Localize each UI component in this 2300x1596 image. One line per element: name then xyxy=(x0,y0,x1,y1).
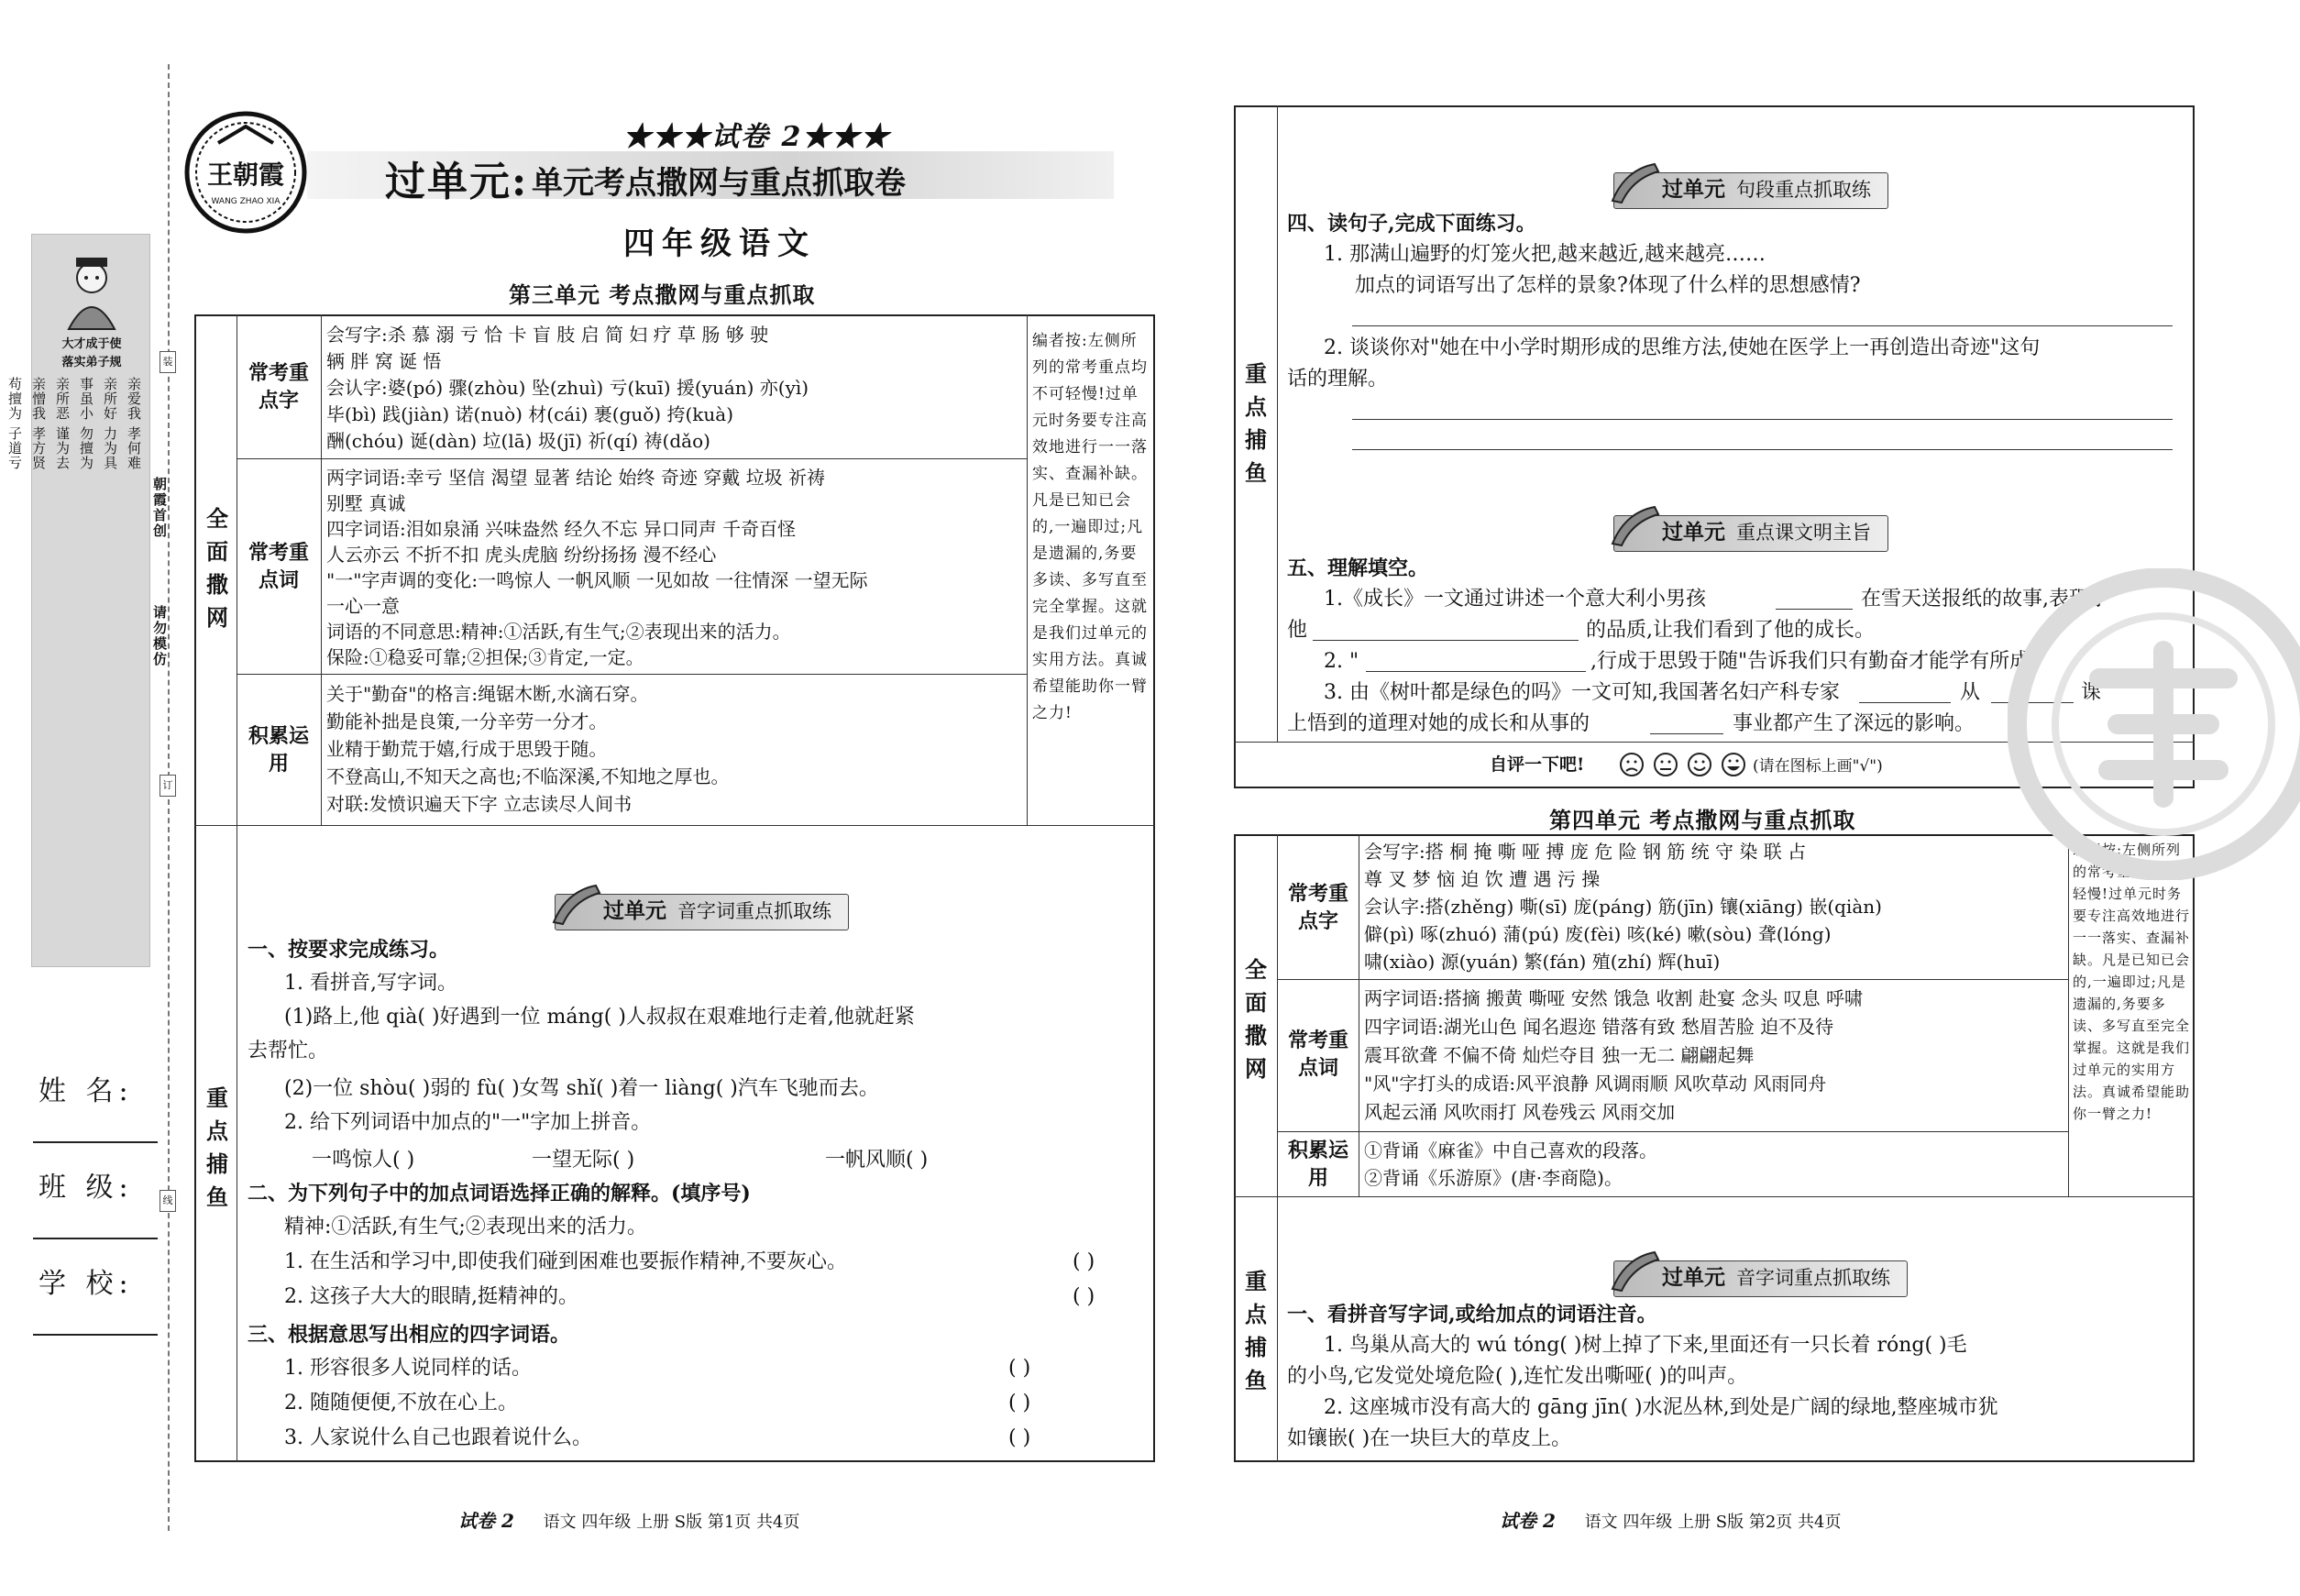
section-badge-phonetic xyxy=(555,894,849,930)
cat-accumulation: 积累运用 xyxy=(248,724,309,776)
section-badge-lesson xyxy=(1613,515,1888,552)
editor-note: 编者按:左侧所列的常考重点均不可轻慢!过单元时务要专注高效地进行一一落实、查漏补缺。凡是已知已会的,一遍即过;凡是遗漏的,务要多读、多写直至完全掌握。这就是我们过单元的实用方法。真诚希望能助你一臂之力! xyxy=(1032,332,1148,722)
q5-3d: 上悟到的道理对她的成长和从事的 xyxy=(1287,712,1590,735)
chars-line: 会认字:婆(pó) 骤(zhòu) 坠(zhuì) 亏(kuī) 援(yuán) 亦(yì) xyxy=(326,377,809,399)
accum-line: 对联:发愤识遍天下字 立志读尽人间书 xyxy=(326,793,633,815)
q5-3b: 从 xyxy=(1960,681,1981,704)
unit4-title: 第四单元 考点撒网与重点抓取 xyxy=(1549,807,1856,833)
q5-1d: 的品质,让我们看到了他的成长。 xyxy=(1586,619,1875,642)
motto-col: 亲憎我 孝方贤 xyxy=(30,377,47,470)
u4-q1-2b: 如镶嵌( )在一块巨大的草皮上。 xyxy=(1287,1427,1572,1450)
badge-label: 音字词重点抓取练 xyxy=(1736,1267,1890,1289)
divider xyxy=(237,674,1027,675)
q4-2: 2. 谈谈你对"她在中小学时期形成的思维方法,使她在医学上一再创造出奇迹"这句 xyxy=(1324,336,2041,359)
q5-2a: 2. " xyxy=(1324,650,1359,673)
chars-line: 僻(pì) 啄(zhuó) 蒲(pú) 废(fèi) 咳(ké) 嗽(sòu) 聋(lóng) xyxy=(1364,923,1832,945)
q2-2: 2. 这孩子大大的眼睛,挺精神的。 xyxy=(284,1285,578,1308)
q5-3a: 3. 由《树叶都是绿色的吗》一文可知,我国著名妇产科专家 xyxy=(1324,681,1840,704)
section-badge-sentence xyxy=(1613,172,1888,209)
fill-blank[interactable] xyxy=(1859,702,1951,703)
q1-2b[interactable]: 一望无际( ) xyxy=(532,1149,635,1172)
chars-line: 尊 叉 梦 恼 迫 饮 遭 遇 污 操 xyxy=(1364,868,1601,890)
answer-line[interactable] xyxy=(1352,419,2173,420)
divider xyxy=(2068,834,2069,1196)
answer-line[interactable] xyxy=(1352,449,2173,450)
self-eval-faces[interactable] xyxy=(1619,750,1747,779)
words-line: 别墅 真诚 xyxy=(326,492,406,514)
grade-subject-title: 四年级语文 xyxy=(623,226,816,262)
q1-1b: (2)一位 shòu( )弱的 fù( )女驾 shǐ( )着一 liàng( )汽车飞驰而去。 xyxy=(284,1077,879,1100)
logo-subtext: WANG ZHAO XIA xyxy=(211,197,281,206)
accum-line: ②背诵《乐游原》(唐·李商隐)。 xyxy=(1364,1167,1623,1189)
words-line: 词语的不同意思:精神:①活跃,有生气;②表现出来的活力。 xyxy=(326,621,791,643)
q2-1: 1. 在生活和学习中,即使我们碰到困难也要振作精神,不要灰心。 xyxy=(284,1250,847,1273)
divider xyxy=(321,314,322,825)
answer-paren[interactable]: ( ) xyxy=(1008,1392,1031,1414)
words-line: 震耳欲聋 不偏不倚 灿烂夺目 独一无二 翩翩起舞 xyxy=(1364,1044,1755,1066)
answer-paren[interactable]: ( ) xyxy=(1073,1250,1095,1273)
chars-line: 毕(bì) 践(jiàn) 诺(nuò) 材(cái) 裹(guǒ) 挎(kuà) xyxy=(326,403,733,425)
words-line: 四字词语:湖光山色 闻名遐迩 错落有致 愁眉苦脸 迫不及待 xyxy=(1364,1016,1834,1038)
fish-label: 重点捕鱼 xyxy=(1245,1268,1267,1393)
badge-prefix: 过单元 xyxy=(1662,177,1725,202)
divider xyxy=(194,825,1155,826)
q1-title: 一、按要求完成练习。 xyxy=(248,938,450,962)
q5-title: 五、理解填空。 xyxy=(1287,556,1429,580)
fill-blank[interactable] xyxy=(1650,733,1723,734)
class-label: 班 级: xyxy=(39,1172,134,1204)
divider xyxy=(1277,1131,2068,1132)
answer-paren[interactable]: ( ) xyxy=(1073,1285,1095,1308)
q4-1: 1. 那满山遍野的灯笼火把,越来越近,越来越亮…… xyxy=(1324,243,1766,266)
q5-3c: 课 xyxy=(2081,681,2102,704)
q3-2: 2. 随随便便,不放在心上。 xyxy=(284,1392,518,1414)
unit3-title: 第三单元 考点撒网与重点抓取 xyxy=(509,281,816,308)
q4-2-cont: 话的理解。 xyxy=(1287,368,1389,391)
words-line: 保险:①稳妥可靠;②担保;③肯定,一定。 xyxy=(326,646,644,668)
chars-line: 酬(chóu) 诞(dàn) 垃(lā) 圾(jī) 祈(qí) 祷(dǎo) xyxy=(326,430,710,452)
q5-1a: 1.《成长》一文通过讲述一个意大利小男孩 xyxy=(1324,588,1706,611)
binding-dashed-line xyxy=(168,64,170,1531)
q3-title: 三、根据意思写出相应的四字词语。 xyxy=(248,1323,571,1347)
watermark-seal xyxy=(2008,568,2300,880)
words-line: "一"字声调的变化:一鸣惊人 一帆风顺 一见如故 一往情深 一望无际 xyxy=(326,569,868,591)
footer-right xyxy=(1500,1506,1841,1533)
footer-info: 语文 四年级 上册 S版 第1页 共4页 xyxy=(543,1513,800,1532)
answer-paren[interactable]: ( ) xyxy=(1008,1426,1031,1449)
horn-brush-icon xyxy=(1609,160,1660,204)
q1-1a: (1)路上,他 qià( )好遇到一位 máng( )人叔叔在艰难地行走着,他就赶紧 xyxy=(284,1006,915,1029)
fill-blank[interactable] xyxy=(1313,640,1579,641)
side-note-original: 朝霞首创 xyxy=(151,477,168,539)
accum-line: 勤能补拙是良策,一分辛劳一分才。 xyxy=(326,710,608,732)
q1-1a-cont: 去帮忙。 xyxy=(248,1040,329,1062)
fill-blank[interactable] xyxy=(1366,671,1586,672)
net-label: 全面撒网 xyxy=(206,505,228,631)
motto-col: 亲所好 力为具 xyxy=(102,377,118,470)
name-label: 姓 名: xyxy=(39,1075,134,1107)
motto-col: 亲爱我 孝何难 xyxy=(126,377,142,470)
divider xyxy=(1277,834,1278,1462)
q2-definition: 精神:①活跃,有生气;②表现出来的活力。 xyxy=(284,1216,647,1238)
neutral-face-icon xyxy=(1655,754,1677,776)
school-field-line[interactable] xyxy=(33,1334,158,1336)
divider xyxy=(237,458,1027,459)
u4-q1-1b: 的小鸟,它发觉处境危险( ),连忙发出嘶哑( )的叫声。 xyxy=(1287,1365,1748,1388)
motto-col: 亲所恶 谨为去 xyxy=(54,377,71,470)
horn-brush-icon xyxy=(1609,503,1660,547)
q2-title: 二、为下列句子中的加点词语选择正确的解释。(填序号) xyxy=(248,1182,751,1205)
paper-number: ★★★试卷 2★★★ xyxy=(623,121,891,153)
q1-2a[interactable]: 一鸣惊人( ) xyxy=(312,1149,415,1172)
school-label: 学 校: xyxy=(39,1268,134,1300)
q5-2b: ,行成于思毁于随"告诉我们只有勤奋才能学有所成。 xyxy=(1590,650,2051,673)
q4-1-question: 加点的词语写出了怎样的景象?体现了什么样的思想感情? xyxy=(1355,274,1861,297)
motto-sidebar-card xyxy=(6,234,150,967)
binding-tag-xian: 线 xyxy=(160,1190,176,1212)
divider xyxy=(1234,1196,2195,1197)
q1-2: 2. 给下列词语中加点的"一"字加上拼音。 xyxy=(284,1111,652,1134)
motto-columns xyxy=(6,377,146,963)
chars-line: 会写字:搭 桐 掩 嘶 哑 搏 庞 危 险 钢 筋 统 守 染 联 占 xyxy=(1364,841,1807,863)
accum-line: 不登高山,不知天之高也;不临深溪,不知地之厚也。 xyxy=(326,765,730,787)
main-title: 过单元: xyxy=(385,159,529,205)
binding-tag-ding: 订 xyxy=(160,775,176,797)
answer-line[interactable] xyxy=(1352,325,2173,326)
q3-1: 1. 形容很多人说同样的话。 xyxy=(284,1357,532,1380)
footer-paper: 试卷 2 xyxy=(458,1510,514,1532)
cat-key-chars: 常考重点字 xyxy=(248,361,309,413)
horn-brush-icon xyxy=(1609,1249,1660,1293)
fish-label: 重点捕鱼 xyxy=(206,1084,228,1210)
motto-col: 苟擅为 子道亏 xyxy=(6,377,23,470)
motto-col: 事虽小 勿擅为 xyxy=(78,377,94,470)
badge-label: 音字词重点抓取练 xyxy=(677,900,831,922)
editor-note: 编者按:左侧所列的常考重点均不可轻慢!过单元时务要专注高效地进行一一落实、查漏补缺。凡是已知已会的,一遍即过;凡是遗漏的,务要多读、多写直至完全掌握。这就是我们过单元的实用方法。真诚希望能助你一臂之力! xyxy=(2073,842,2190,1122)
horn-brush-icon xyxy=(550,882,601,926)
footer-info: 语文 四年级 上册 S版 第2页 共4页 xyxy=(1584,1513,1842,1532)
q1-2c[interactable]: 一帆风顺( ) xyxy=(825,1149,929,1172)
badge-prefix: 过单元 xyxy=(1662,1265,1725,1290)
section-badge-phonetic xyxy=(1613,1260,1908,1297)
accum-line: 业精于勤荒于嬉,行成于思毁于随。 xyxy=(326,738,608,760)
words-line: 四字词语:泪如泉涌 兴味盎然 经久不忘 异口同声 千奇百怪 xyxy=(326,518,797,540)
self-eval-hint: (请在图标上画"√") xyxy=(1753,757,1883,776)
words-line: "风"字打头的成语:风平浪静 风调雨顺 风吹草动 风雨同舟 xyxy=(1364,1073,1827,1095)
motto-heading-line-2: 落实弟子规 xyxy=(61,356,122,369)
binding-tag-zhuang: 装 xyxy=(160,351,176,373)
sad-face-icon xyxy=(1621,754,1643,776)
wangzhaoxia-logo xyxy=(182,108,310,237)
chars-line: 啸(xiào) 源(yuán) 繁(fán) 殖(zhí) 辉(huī) xyxy=(1364,951,1721,973)
answer-paren[interactable]: ( ) xyxy=(1008,1357,1031,1380)
badge-prefix: 过单元 xyxy=(1662,520,1725,545)
cat-key-words: 常考重点词 xyxy=(248,541,309,592)
fish-label: 重点捕鱼 xyxy=(1245,360,1267,486)
chars-line: 会认字:搭(zhěng) 嘶(sī) 庞(páng) 筋(jīn) 镶(xiāng) 嵌(qiàn) xyxy=(1364,896,1882,918)
q5-1c: 他 xyxy=(1287,619,1308,642)
scholar-figure-icon xyxy=(50,248,133,331)
words-line: 两字词语:搭摘 搬黄 嘶哑 安然 饿急 收割 赴宴 念头 叹息 呼啸 xyxy=(1364,987,1863,1009)
divider xyxy=(1277,979,2068,980)
divider xyxy=(1027,314,1028,825)
class-field-line[interactable] xyxy=(33,1238,158,1239)
cat-accumulation: 积累运用 xyxy=(1287,1139,1348,1190)
cat-key-chars: 常考重点字 xyxy=(1287,882,1348,933)
happy-face-icon xyxy=(1722,754,1744,776)
u4-q1-1a: 1. 鸟巢从高大的 wú tóng( )树上掉了下来,里面还有一只长着 róng( )毛 xyxy=(1324,1334,1967,1357)
divider xyxy=(1277,105,1278,742)
motto-heading-line-1: 大才成于使 xyxy=(61,337,122,351)
q5-1b: 在雪天送报纸的故事,表现了 xyxy=(1861,588,2109,611)
words-line: 一心一意 xyxy=(326,595,400,617)
side-note-no-copy: 请勿模仿 xyxy=(151,605,168,667)
fill-blank[interactable] xyxy=(1776,609,1853,610)
cat-key-words: 常考重点词 xyxy=(1287,1029,1348,1080)
logo-text: 王朝霞 xyxy=(206,160,285,190)
smile-face-icon xyxy=(1689,754,1711,776)
q5-3e: 事业都产生了深远的影响。 xyxy=(1733,712,1975,735)
q3-3: 3. 人家说什么自己也跟着说什么。 xyxy=(284,1426,592,1449)
self-eval-label: 自评一下吧! xyxy=(1490,754,1585,775)
words-line: 人云亦云 不折不扣 虎头虎脑 纷纷扬扬 漫不经心 xyxy=(326,544,717,566)
accum-line: ①背诵《麻雀》中自己喜欢的段落。 xyxy=(1364,1139,1657,1161)
footer-left xyxy=(458,1506,799,1533)
motto-heading xyxy=(36,336,148,372)
u4-q1-title: 一、看拼音写字词,或给加点的词语注音。 xyxy=(1287,1303,1657,1326)
u4-q1-2a: 2. 这座城市没有高大的 gāng jīn( )水泥丛林,到处是广阔的绿地,整座城市犹 xyxy=(1324,1396,1998,1419)
words-line: 两字词语:幸亏 坚信 渴望 显著 结论 始终 奇迹 穿戴 垃圾 祈祷 xyxy=(326,467,825,489)
net-label: 全面撒网 xyxy=(1245,956,1267,1082)
accum-line: 关于"勤奋"的格言:绳锯木断,水滴石穿。 xyxy=(326,683,649,705)
q4-title: 四、读句子,完成下面练习。 xyxy=(1287,212,1536,236)
q1-1: 1. 看拼音,写字词。 xyxy=(284,972,457,995)
chars-line: 会写字:杀 慕 溺 亏 恰 卡 盲 肢 启 简 妇 疗 草 肠 够 驶 xyxy=(326,324,769,346)
badge-label: 重点课文明主旨 xyxy=(1736,522,1871,544)
badge-label: 句段重点抓取练 xyxy=(1736,179,1871,201)
name-field-line[interactable] xyxy=(33,1141,158,1143)
chars-line: 辆 胖 窝 诞 悟 xyxy=(326,350,442,372)
badge-prefix: 过单元 xyxy=(603,898,666,923)
sub-title: 单元考点撒网与重点抓取卷 xyxy=(532,165,906,202)
words-line: 风起云涌 风吹雨打 风卷残云 风雨交加 xyxy=(1364,1101,1676,1123)
footer-paper: 试卷 2 xyxy=(1500,1510,1556,1532)
